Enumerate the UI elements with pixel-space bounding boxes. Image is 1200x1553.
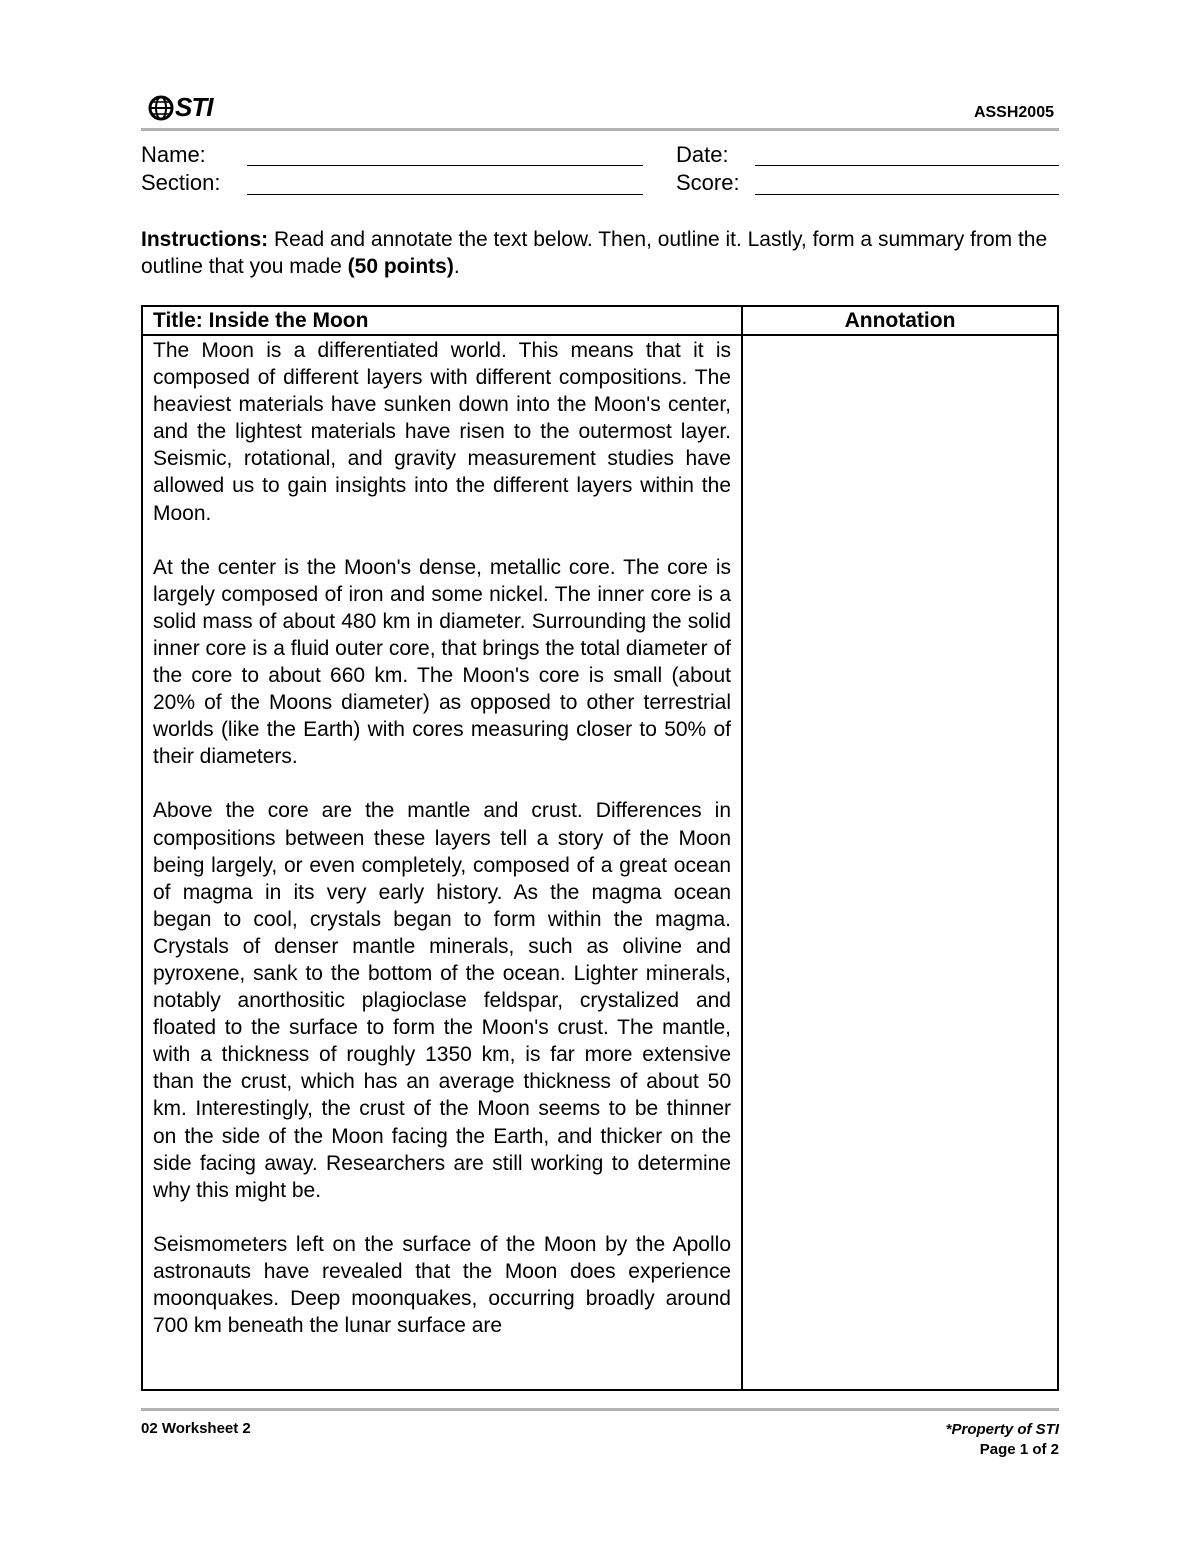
footer-right: [946, 1420, 1059, 1460]
instructions-end: .: [453, 255, 460, 278]
name-field[interactable]: [247, 165, 643, 166]
annotation-table: [141, 305, 1059, 1391]
date-field[interactable]: [755, 165, 1059, 166]
instructions-points: (50 points): [347, 255, 454, 278]
paragraph: Seismometers left on the surface of the Moon by the Apollo astronauts have revealed that the Moon does experience moonquakes. Deep moonquakes, occurring broadly around 700 km beneath the lunar surface are: [153, 1232, 731, 1338]
property-notice: *Property of STI: [945, 1421, 1059, 1438]
annotation-area[interactable]: [743, 336, 1057, 1389]
sti-logo: [148, 92, 212, 123]
course-code: ASSH2005: [973, 104, 1054, 121]
footer-divider: [141, 1408, 1059, 1411]
instructions-text: Read and annotate the text below. Then, outline it. Lastly, form a summary from the outline that you made: [141, 228, 1048, 278]
section-field[interactable]: [247, 194, 643, 195]
header-divider: [141, 128, 1059, 131]
date-label: Date:: [676, 142, 729, 167]
page-number: Page 1 of 2: [979, 1441, 1059, 1458]
paragraph: The Moon is a differentiated world. This means that it is composed of different layers with different compositions. The heaviest materials have sunken down into the Moon's center, and the lightest materials have risen to the outermost layer. Seismic, rotational, and gravity measurement studies have allowed us to gain insights into the different layers within the Moon.: [153, 339, 731, 525]
score-label: Score:: [676, 170, 740, 195]
logo-text: STI: [175, 92, 213, 122]
annotation-header: Annotation: [844, 309, 956, 332]
section-label: Section:: [141, 170, 221, 195]
reading-title-header: Title: Inside the Moon: [153, 309, 369, 332]
name-label: Name:: [141, 142, 206, 167]
paragraph: At the center is the Moon's dense, metallic core. The core is largely composed of iron and some nickel. The inner core is a solid mass of about 480 km in diameter. Surrounding the solid inner core is a fluid outer core, that brings the total diameter of the core to about 660 km. The Moon's core is small (about 20% of the Moons diameter) as opposed to other terrestrial worlds (like the Earth) with cores measuring closer to 50% of their diameters.: [153, 555, 731, 769]
paragraph: Above the core are the mantle and crust. Differences in compositions between these layers tell a story of the Moon being largely, or even completely, composed of a great ocean of magma in its very early history. As the magma ocean began to cool, crystals began to form within the magma. Crystals of denser mantle minerals, such as olivine and pyroxene, sank to the bottom of the ocean. Lighter minerals, notably anorthositic plagioclase feldspar, crystalized and floated to the surface to form the Moon's crust. The mantle, with a thickness of roughly 1350 km, is far more extensive than the crust, which has an average thickness of about 50 km. Interestingly, the crust of the Moon seems to be thinner on the side of the Moon facing the Earth, and thicker on the side facing away. Researchers are still working to determine why this might be.: [153, 799, 731, 1202]
reading-text: [153, 337, 731, 1389]
worksheet-label: 02 Worksheet 2: [141, 1420, 251, 1437]
globe-icon: [148, 95, 174, 121]
score-field[interactable]: [755, 194, 1059, 195]
instructions: [141, 226, 1061, 280]
instructions-lead: Instructions:: [141, 228, 269, 251]
